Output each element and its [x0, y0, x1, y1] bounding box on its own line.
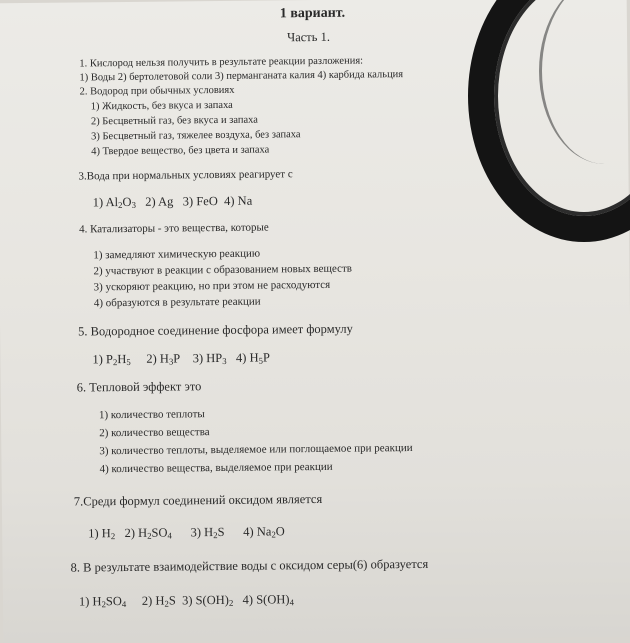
question-4-option-2: 2) участвуют в реакции с образованием новых веществ: [93, 262, 353, 278]
q8-option-2: 2) $H_2S$: [141, 593, 176, 609]
q5-option-2: 2) $H_3P$: [146, 351, 181, 367]
question-1-text: 1. Кислород нельзя получить в результате реакции разложения:: [79, 55, 364, 70]
q7-option-2: 2) $H_2SO_4$: [124, 525, 172, 541]
question-6-text: 6. Тепловой эффект это: [76, 379, 202, 395]
question-3-text: 3.Вода при нормальных условиях реагирует с: [78, 168, 293, 183]
q5-option-4: 4) $H_5P$: [235, 350, 270, 366]
q3-option-3: 3) FeO: [182, 194, 218, 209]
q5-option-3: 3) $HP_3$: [192, 350, 227, 366]
q7-option-3: 3) $H_2S$: [190, 524, 225, 541]
question-2-option-3: 3) Бесцветный газ, тяжелее воздуха, без запаха: [91, 129, 301, 143]
part-title: Часть 1.: [286, 29, 330, 45]
question-4-text: 4. Катализаторы - это вещества, которые: [78, 221, 269, 236]
question-5-options: [92, 350, 270, 367]
question-4-option-3: 3) ускоряют реакцию, но при этом не расходуются: [93, 278, 331, 294]
q5-option-1: 1) $P_2H_5$: [92, 351, 131, 368]
variant-title: 1 вариант.: [279, 5, 346, 22]
question-2-option-2: 2) Бесцветный газ, без вкуса и запаха: [90, 114, 258, 128]
question-8-text: 8. В результате взаимодействие воды с оксидом серы(6) образуется: [70, 556, 429, 575]
question-4-option-1: 1) замедляют химическую реакцию: [93, 247, 261, 262]
question-4-option-4: 4) образуются в результате реакции: [93, 295, 261, 310]
question-5-text: 5. Водородное соединение фосфора имеет формулу: [78, 321, 353, 339]
question-6-option-4: 4) количество вещества, выделяемое при реакции: [99, 460, 333, 476]
q7-option-1: 1) $H_2$: [88, 526, 116, 542]
question-7-options: [88, 524, 285, 541]
question-2-option-1: 1) Жидкость, без вкуса и запаха: [90, 99, 233, 113]
q3-option-2: 2) Ag: [145, 194, 174, 209]
question-8-options: [79, 592, 294, 609]
q7-option-4: 4) $Na_2O$: [243, 524, 285, 540]
question-6-option-1: 1) количество теплоты: [98, 408, 205, 422]
q8-option-1: 1) $H_2SO_4$: [78, 594, 127, 610]
q3-option-1: 1) $Al_2O_3$: [92, 194, 136, 211]
question-2-option-4: 4) Твердое вещество, без цвета и запаха: [91, 144, 270, 158]
question-3-options: [93, 194, 253, 211]
q8-option-3: 3) $S(OH)_2$: [181, 592, 234, 608]
question-6-option-2: 2) количество вещества: [99, 426, 210, 440]
question-7-text: 7.Среди формул соединений оксидом является: [73, 491, 323, 509]
q8-option-4: 4) $S(OH)_4$: [242, 592, 294, 608]
q3-option-4: 4) Na: [224, 193, 253, 208]
question-1-options: 1) Воды 2) бертолетовой соли 3) перманганата калия 4) карбида кальция: [79, 69, 404, 84]
question-6-option-3: 3) количество теплоты, выделяемое или поглощаемое при реакции: [99, 441, 413, 458]
question-2-text: 2. Водород при обычных условиях: [79, 84, 235, 98]
